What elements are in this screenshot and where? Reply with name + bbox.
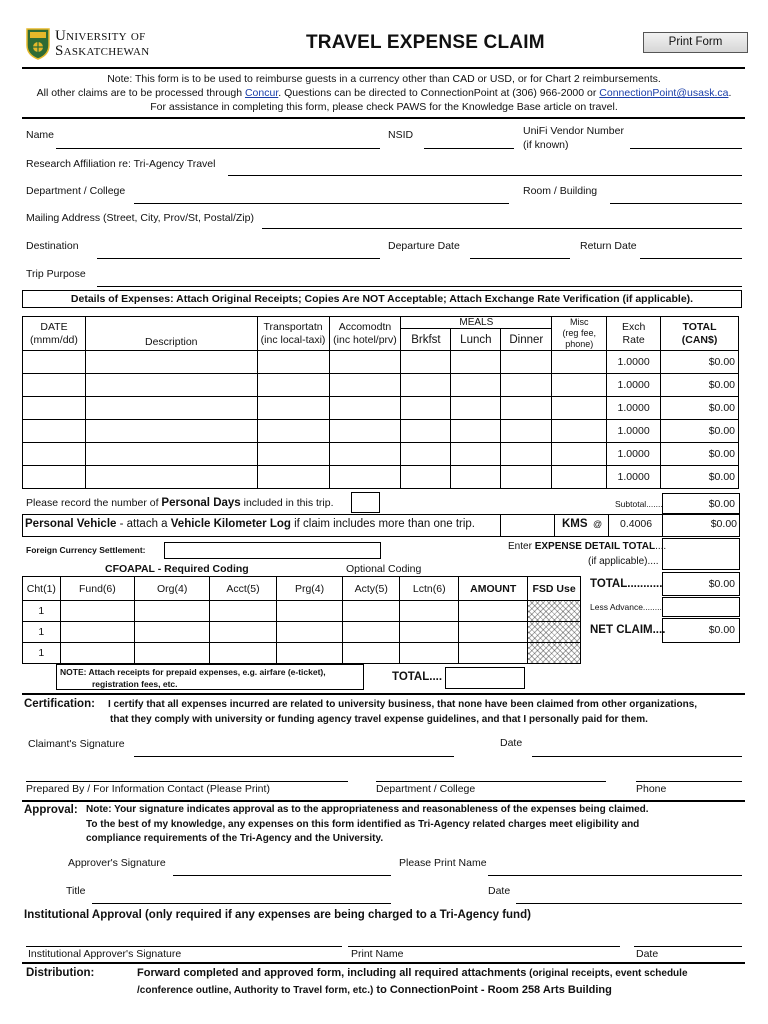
cfoapal-cell[interactable] bbox=[210, 622, 277, 643]
personal-days-pre: Please record the number of bbox=[26, 497, 162, 509]
accom-header bbox=[329, 317, 401, 351]
institutional-signature-input[interactable] bbox=[26, 946, 342, 947]
accom-header-2: (inc hotel/prv) bbox=[333, 333, 397, 346]
cfoapal-cell[interactable] bbox=[60, 601, 134, 622]
fsd-use-cell bbox=[528, 643, 581, 664]
expense-total-cell: $0.00 bbox=[661, 374, 739, 397]
cfoapal-cell[interactable] bbox=[276, 643, 342, 664]
prepared-phone-label: Phone bbox=[636, 783, 667, 795]
expense-misc-cell[interactable] bbox=[552, 351, 607, 374]
date-header bbox=[23, 317, 86, 351]
approver-title-label: Title bbox=[66, 885, 86, 897]
expense-table bbox=[22, 316, 739, 489]
expense-brkfst-cell[interactable] bbox=[401, 374, 451, 397]
room-label: Room / Building bbox=[523, 185, 598, 197]
name-input[interactable] bbox=[56, 148, 380, 149]
expense-total-cell: $0.00 bbox=[661, 351, 739, 374]
misc-header bbox=[552, 317, 607, 351]
distribution-bold2: to ConnectionPoint - Room 258 Arts Building bbox=[373, 984, 612, 996]
misc-header-2: (reg fee, bbox=[562, 328, 596, 338]
print-form-button[interactable]: Print Form bbox=[643, 32, 748, 53]
expense-transport-cell[interactable] bbox=[257, 466, 329, 489]
cfoapal-cell[interactable] bbox=[343, 643, 400, 664]
expense-rate-cell[interactable]: 1.0000 bbox=[607, 374, 661, 397]
concur-link[interactable]: Concur bbox=[244, 87, 279, 99]
note-line3: For assistance in completing this form, please check PAWS for the Knowledge Base article on travel. bbox=[150, 101, 618, 113]
cfoapal-cell[interactable] bbox=[276, 622, 342, 643]
coding-total-input[interactable] bbox=[445, 667, 525, 689]
expense-lunch-cell[interactable] bbox=[451, 466, 501, 489]
brkfst-header: Brkfst bbox=[401, 329, 451, 351]
cfoapal-header-4: Prg(4) bbox=[276, 577, 342, 601]
prepared-phone-input[interactable] bbox=[636, 781, 742, 782]
total-value: $0.00 bbox=[662, 572, 740, 596]
prepared-by-label: Prepared By / For Information Contact (Please Print) bbox=[26, 783, 270, 795]
transport-header-1: Transportatn bbox=[263, 320, 323, 333]
date-header-2: (mmm/dd) bbox=[30, 333, 78, 346]
expense-misc-cell[interactable] bbox=[552, 397, 607, 420]
institutional-print-input[interactable] bbox=[348, 946, 620, 947]
expense-rate-cell[interactable]: 1.0000 bbox=[607, 443, 661, 466]
distribution-bold1: Forward completed and approved form, including all required attachments bbox=[137, 967, 527, 979]
exch-header-2: Rate bbox=[622, 333, 645, 346]
misc-header-1: Misc bbox=[569, 317, 589, 327]
research-label: Research Affiliation re: Tri-Agency Travel bbox=[26, 158, 216, 170]
cfoapal-cell[interactable] bbox=[459, 643, 528, 664]
enter-total-bold: EXPENSE DETAIL TOTAL bbox=[534, 541, 656, 552]
distribution-label: Distribution: bbox=[26, 967, 95, 979]
email-link[interactable]: ConnectionPoint@usask.ca bbox=[599, 87, 729, 99]
expense-date-cell[interactable] bbox=[23, 374, 86, 397]
kms-divider bbox=[554, 514, 555, 537]
expense-date-cell[interactable] bbox=[23, 466, 86, 489]
certification-line1: I certify that all expenses incurred are related to university business, that none have been claimed from other organizations, bbox=[108, 699, 698, 710]
expense-lunch-cell[interactable] bbox=[451, 443, 501, 466]
expense-rate-cell[interactable]: 1.0000 bbox=[607, 397, 661, 420]
expense-rate-cell[interactable]: 1.0000 bbox=[607, 466, 661, 489]
vehicle-bold1: Personal Vehicle bbox=[25, 518, 117, 530]
cfoapal-cell[interactable] bbox=[343, 601, 400, 622]
expense-accom-cell[interactable] bbox=[329, 420, 401, 443]
kms-input[interactable] bbox=[501, 515, 554, 536]
expense-accom-cell[interactable] bbox=[329, 351, 401, 374]
cfoapal-chart-cell[interactable]: 1 bbox=[23, 622, 61, 643]
expense-row bbox=[23, 443, 739, 466]
expense-lunch-cell[interactable] bbox=[451, 397, 501, 420]
approver-signature-label: Approver's Signature bbox=[68, 857, 166, 869]
expense-accom-cell[interactable] bbox=[329, 374, 401, 397]
exch-header-1: Exch bbox=[621, 320, 646, 333]
nsid-label: NSID bbox=[388, 129, 414, 141]
expense-rate-cell[interactable]: 1.0000 bbox=[607, 420, 661, 443]
prepaid-note bbox=[56, 664, 364, 690]
transport-header bbox=[257, 317, 329, 351]
note-line2-b: . Questions can be directed to ConnectionPoint at (306) 966-2000 or bbox=[278, 87, 600, 99]
kms-at: @ bbox=[593, 519, 603, 529]
expense-lunch-cell[interactable] bbox=[451, 351, 501, 374]
expense-misc-cell[interactable] bbox=[552, 420, 607, 443]
enter-total-pre: Enter bbox=[508, 541, 535, 552]
foreign-label: Foreign Currency Settlement: bbox=[26, 545, 146, 555]
claimant-date-label: Date bbox=[500, 737, 523, 749]
expense-date-cell[interactable] bbox=[23, 397, 86, 420]
lunch-header: Lunch bbox=[451, 329, 501, 351]
cfoapal-cell[interactable] bbox=[343, 622, 400, 643]
total-header-1: TOTAL bbox=[682, 320, 717, 333]
total-label: TOTAL........... bbox=[590, 578, 663, 590]
cfoapal-cell[interactable] bbox=[60, 622, 134, 643]
cfoapal-header-0: Cht(1) bbox=[23, 577, 61, 601]
destination-input[interactable] bbox=[97, 258, 380, 259]
coding-total-label: TOTAL.... bbox=[392, 671, 443, 683]
expense-row bbox=[23, 420, 739, 443]
cfoapal-header-8: FSD Use bbox=[528, 577, 581, 601]
cfoapal-table bbox=[22, 576, 581, 664]
note-line2-a: All other claims are to be processed through bbox=[36, 87, 245, 99]
expense-row bbox=[23, 351, 739, 374]
expense-description-cell[interactable] bbox=[85, 420, 257, 443]
expense-date-cell[interactable] bbox=[23, 351, 86, 374]
mailing-input[interactable] bbox=[262, 228, 742, 229]
approver-print-label: Please Print Name bbox=[399, 857, 487, 869]
personal-days-bold: Personal Days bbox=[161, 497, 241, 509]
institutional-signature-label: Institutional Approver's Signature bbox=[28, 948, 182, 960]
cfoapal-header-1: Fund(6) bbox=[60, 577, 134, 601]
logo-text-line1: University of bbox=[55, 28, 146, 44]
vehicle-text2: if claim includes more than one trip. bbox=[290, 518, 476, 530]
subtotal-value: $0.00 bbox=[662, 493, 740, 514]
cfoapal-cell[interactable] bbox=[135, 643, 210, 664]
name-label: Name bbox=[26, 129, 55, 141]
prepaid-note-line2: registration fees, etc. bbox=[92, 679, 178, 689]
approver-print-input[interactable] bbox=[488, 875, 742, 876]
cfoapal-cell[interactable] bbox=[210, 643, 277, 664]
expense-brkfst-cell[interactable] bbox=[401, 351, 451, 374]
expense-total-cell: $0.00 bbox=[661, 420, 739, 443]
expense-dinner-cell[interactable] bbox=[501, 351, 552, 374]
cfoapal-header-6: Lctn(6) bbox=[400, 577, 459, 601]
cfoapal-cell[interactable] bbox=[210, 601, 277, 622]
expense-transport-cell[interactable] bbox=[257, 420, 329, 443]
cfoapal-cell[interactable] bbox=[60, 643, 134, 664]
research-input[interactable] bbox=[228, 175, 742, 176]
return-label: Return Date bbox=[580, 240, 637, 252]
meals-header: MEALS bbox=[401, 317, 552, 329]
expense-dinner-cell[interactable] bbox=[501, 374, 552, 397]
certification-line2: that they comply with university or funding agency travel expense guidelines, and that I personally paid for them. bbox=[110, 714, 648, 725]
misc-header-3: phone) bbox=[565, 339, 594, 349]
net-claim-label: NET CLAIM.... bbox=[590, 624, 666, 636]
note-rule bbox=[22, 117, 745, 119]
cfoapal-chart-cell[interactable]: 1 bbox=[23, 601, 61, 622]
expense-accom-cell[interactable] bbox=[329, 466, 401, 489]
expense-description-cell[interactable] bbox=[85, 351, 257, 374]
cfoapal-header-7: AMOUNT bbox=[459, 577, 528, 601]
description-header: Description bbox=[85, 317, 257, 351]
distribution-line1 bbox=[137, 967, 688, 979]
cfoapal-required-label: CFOAPAL - Required Coding bbox=[105, 563, 249, 575]
expense-lunch-cell[interactable] bbox=[451, 420, 501, 443]
cfoapal-cell[interactable] bbox=[276, 601, 342, 622]
cfoapal-header-5: Acty(5) bbox=[343, 577, 400, 601]
enter-total-line1 bbox=[508, 541, 666, 552]
cfoapal-cell[interactable] bbox=[400, 601, 459, 622]
cfoapal-header-3: Acct(5) bbox=[210, 577, 277, 601]
approval-label: Approval: bbox=[24, 804, 78, 816]
expense-total-cell: $0.00 bbox=[661, 397, 739, 420]
kms-rate: 0.4006 bbox=[620, 518, 653, 530]
expense-transport-cell[interactable] bbox=[257, 351, 329, 374]
distribution-text1: (original receipts, event schedule bbox=[526, 968, 688, 979]
expense-transport-cell[interactable] bbox=[257, 443, 329, 466]
personal-days-text bbox=[26, 497, 334, 509]
prepared-by-input[interactable] bbox=[26, 781, 348, 782]
note-line2 bbox=[0, 86, 768, 100]
cfoapal-cell[interactable] bbox=[400, 643, 459, 664]
approval-line2: To the best of my knowledge, any expenses on this form identified as Tri-Agency related charges meet eligibility and bbox=[86, 819, 640, 830]
expense-transport-cell[interactable] bbox=[257, 397, 329, 420]
expense-lunch-cell[interactable] bbox=[451, 374, 501, 397]
details-banner: Details of Expenses: Attach Original Receipts; Copies Are NOT Acceptable; Attach Exchange Rate Verification (if applicable). bbox=[22, 290, 742, 308]
expense-description-cell[interactable] bbox=[85, 374, 257, 397]
total-header-2: (CAN$) bbox=[681, 333, 718, 346]
less-advance-label: Less Advance........ bbox=[590, 602, 662, 612]
expense-rate-cell[interactable]: 1.0000 bbox=[607, 351, 661, 374]
dinner-header: Dinner bbox=[501, 329, 552, 351]
cfoapal-chart-cell[interactable]: 1 bbox=[23, 643, 61, 664]
approval-line3: compliance requirements of the Tri-Agency and the University. bbox=[86, 833, 384, 844]
expense-dinner-cell[interactable] bbox=[501, 443, 552, 466]
departure-input[interactable] bbox=[470, 258, 570, 259]
prepared-dept-input[interactable] bbox=[376, 781, 606, 782]
department-input[interactable] bbox=[134, 203, 509, 204]
certification-rule bbox=[22, 693, 745, 695]
accom-header-1: Accomodtn bbox=[338, 320, 392, 333]
claimant-signature-label: Claimant's Signature bbox=[28, 738, 125, 750]
institutional-date-input[interactable] bbox=[634, 946, 742, 947]
subtotal-label: Subtotal....... bbox=[615, 499, 663, 509]
expense-row bbox=[23, 397, 739, 420]
expense-accom-cell[interactable] bbox=[329, 443, 401, 466]
prepaid-note-line1: NOTE: Attach receipts for prepaid expenses, e.g. airfare (e-ticket), bbox=[60, 667, 326, 677]
room-input[interactable] bbox=[610, 203, 742, 204]
cfoapal-optional-label: Optional Coding bbox=[346, 563, 422, 575]
cfoapal-header-2: Org(4) bbox=[135, 577, 210, 601]
cfoapal-cell[interactable] bbox=[135, 622, 210, 643]
expense-description-cell[interactable] bbox=[85, 443, 257, 466]
departure-label: Departure Date bbox=[388, 240, 460, 252]
expense-dinner-cell[interactable] bbox=[501, 420, 552, 443]
certification-label: Certification: bbox=[24, 698, 95, 710]
vendor-input[interactable] bbox=[630, 148, 742, 149]
personal-days-post: included in this trip. bbox=[240, 497, 334, 509]
university-logo bbox=[26, 28, 166, 62]
transport-header-2: (inc local-taxi) bbox=[260, 333, 326, 346]
approver-date-input[interactable] bbox=[516, 903, 742, 904]
institutional-heading: Institutional Approval (only required if any expenses are being charged to a Tri-Agency fund) bbox=[24, 909, 531, 921]
expense-description-cell[interactable] bbox=[85, 466, 257, 489]
header-rule bbox=[22, 67, 745, 69]
cfoapal-row bbox=[23, 601, 581, 622]
institutional-date-label: Date bbox=[636, 948, 659, 960]
kms-label: KMS bbox=[562, 518, 588, 530]
vendor-sub-label: (if known) bbox=[523, 139, 569, 151]
vehicle-bold2: Vehicle Kilometer Log bbox=[170, 518, 291, 530]
approver-signature-input[interactable] bbox=[173, 875, 391, 876]
exch-header bbox=[607, 317, 661, 351]
approval-rule bbox=[22, 800, 745, 802]
page-title: TRAVEL EXPENSE CLAIM bbox=[306, 32, 545, 53]
vehicle-text1: - attach a bbox=[116, 518, 171, 530]
expense-brkfst-cell[interactable] bbox=[401, 443, 451, 466]
expense-detail-total-input[interactable] bbox=[662, 538, 740, 570]
prepared-dept-label: Department / College bbox=[376, 783, 476, 795]
expense-misc-cell[interactable] bbox=[552, 443, 607, 466]
fsd-use-cell bbox=[528, 601, 581, 622]
expense-brkfst-cell[interactable] bbox=[401, 420, 451, 443]
net-claim-value: $0.00 bbox=[662, 618, 740, 643]
expense-total-cell: $0.00 bbox=[661, 466, 739, 489]
expense-date-cell[interactable] bbox=[23, 443, 86, 466]
expense-accom-cell[interactable] bbox=[329, 397, 401, 420]
expense-brkfst-cell[interactable] bbox=[401, 397, 451, 420]
rate-divider bbox=[608, 514, 609, 537]
mailing-label: Mailing Address (Street, City, Prov/St, Postal/Zip) bbox=[26, 212, 254, 224]
date-header-1: DATE bbox=[40, 320, 68, 333]
expense-date-cell[interactable] bbox=[23, 420, 86, 443]
expense-brkfst-cell[interactable] bbox=[401, 466, 451, 489]
distribution-rule bbox=[22, 962, 745, 964]
vehicle-value: $0.00 bbox=[710, 518, 737, 530]
vendor-label: UniFi Vendor Number bbox=[523, 125, 624, 137]
note-line1: Note: This form is to be used to reimburse guests in a currency other than CAD or USD, or for Chart 2 reimbursements. bbox=[107, 73, 661, 85]
distribution-line2 bbox=[137, 984, 612, 996]
expense-row bbox=[23, 466, 739, 489]
fsd-use-cell bbox=[528, 622, 581, 643]
cfoapal-cell[interactable] bbox=[135, 601, 210, 622]
less-advance-input[interactable] bbox=[662, 597, 740, 617]
enter-total-dots: .... bbox=[655, 541, 667, 552]
shield-icon bbox=[26, 28, 50, 60]
cfoapal-row bbox=[23, 622, 581, 643]
claimant-signature-input[interactable] bbox=[134, 756, 454, 757]
form-note bbox=[0, 72, 768, 114]
total-header bbox=[661, 317, 739, 351]
department-label: Department / College bbox=[26, 185, 126, 197]
expense-misc-cell[interactable] bbox=[552, 374, 607, 397]
enter-total-line2: (if applicable).... bbox=[588, 556, 659, 567]
claimant-date-input[interactable] bbox=[532, 756, 742, 757]
cfoapal-row bbox=[23, 643, 581, 664]
expense-dinner-cell[interactable] bbox=[501, 466, 552, 489]
expense-misc-cell[interactable] bbox=[552, 466, 607, 489]
expense-dinner-cell[interactable] bbox=[501, 397, 552, 420]
foreign-input[interactable] bbox=[164, 542, 381, 559]
approver-date-label: Date bbox=[488, 885, 511, 897]
expense-transport-cell[interactable] bbox=[257, 374, 329, 397]
cfoapal-cell[interactable] bbox=[400, 622, 459, 643]
expense-total-cell: $0.00 bbox=[661, 443, 739, 466]
institutional-print-label: Print Name bbox=[351, 948, 404, 960]
destination-label: Destination bbox=[26, 240, 79, 252]
cfoapal-cell[interactable] bbox=[459, 601, 528, 622]
personal-days-input[interactable] bbox=[351, 492, 380, 513]
note-line2-c: . bbox=[728, 87, 732, 99]
nsid-input[interactable] bbox=[424, 148, 514, 149]
approver-title-input[interactable] bbox=[92, 903, 391, 904]
logo-text-line2: Saskatchewan bbox=[55, 43, 150, 59]
cfoapal-cell[interactable] bbox=[459, 622, 528, 643]
purpose-label: Trip Purpose bbox=[26, 268, 86, 280]
vehicle-text bbox=[25, 518, 475, 530]
purpose-input[interactable] bbox=[97, 286, 742, 287]
expense-description-cell[interactable] bbox=[85, 397, 257, 420]
distribution-text2: /conference outline, Authority to Travel form, etc.) bbox=[137, 985, 374, 996]
approval-line1: Note: Your signature indicates approval as to the appropriateness and reasonableness of the expenses being claimed. bbox=[86, 804, 649, 815]
expense-row bbox=[23, 374, 739, 397]
return-input[interactable] bbox=[640, 258, 742, 259]
